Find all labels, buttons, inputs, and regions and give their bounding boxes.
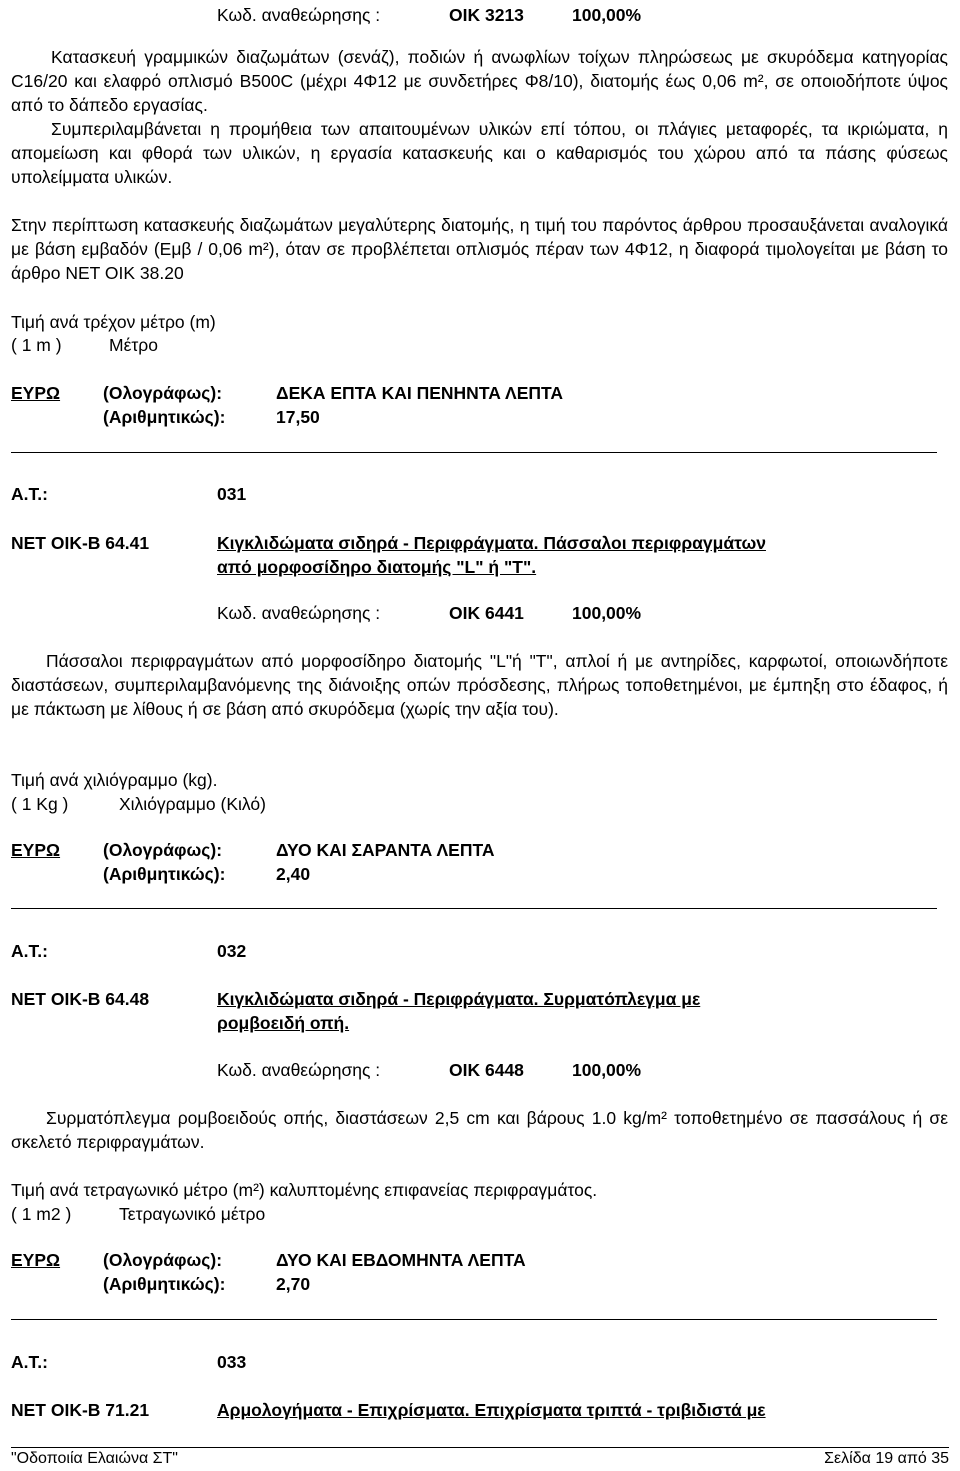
description-paragraph: Συρματόπλεγμα ρομβοειδούς οπής, διαστάσεων 2,5 cm και βάρους 1.0 kg/m² τοποθετημένο σε πασσάλους ή σε σκελετό περιφραγμάτων. bbox=[11, 1108, 948, 1152]
section-divider bbox=[11, 1319, 937, 1320]
article-number: 031 bbox=[217, 484, 247, 504]
unit-description: Τιμή ανά τρέχον μέτρο (m) bbox=[11, 312, 216, 332]
revision-code-label: Κωδ. αναθεώρησης : bbox=[217, 1060, 381, 1080]
revision-code: ΟΙΚ 6441 bbox=[449, 603, 524, 623]
description-paragraph: Συμπεριλαμβάνεται η προμήθεια των απαιτουμένων υλικών επί τόπου, οι πλάγιες μεταφορές, τα ικριώματα, η απομείωση και φθορά των υλικών, η εργασία κατασκευής και ο καθαρισμός του χώρου από τα πάσης φύσεως υπολείμματα υλικών. bbox=[11, 119, 948, 187]
section-divider bbox=[11, 452, 937, 453]
unit-description: Τιμή ανά χιλιόγραμμο (kg). bbox=[11, 770, 218, 790]
item-title-continued: από μορφοσίδηρο διατομής "L" ή "T". bbox=[217, 557, 537, 577]
article-number-label: Α.Τ.: bbox=[11, 941, 48, 961]
description-paragraph: Κατασκευή γραμμικών διαζωμάτων (σενάζ), ποδιών ή ανωφλίων τοίχων πληρώσεως με σκυρόδεμα κατηγορίας C16/20 και ελαφρό οπλισμό B500C (μέχρι 4Φ12 με συνδετήρες Φ8/10), διατομής έως 0,06 m², σε οποιοδήποτε ύψος από το δάπεδο εργασίας. bbox=[11, 47, 948, 115]
article-number-label: Α.Τ.: bbox=[11, 484, 48, 504]
net-code: ΝΕΤ ΟΙΚ-Β 64.48 bbox=[11, 989, 150, 1009]
article-number: 032 bbox=[217, 941, 247, 961]
currency-label: ΕΥΡΩ bbox=[11, 383, 61, 403]
unit-quantity: ( 1 m ) bbox=[11, 335, 62, 355]
unit-quantity: ( 1 m2 ) bbox=[11, 1204, 72, 1224]
revision-code-label: Κωδ. αναθεώρησης : bbox=[217, 603, 381, 623]
price-number: 2,70 bbox=[276, 1274, 311, 1294]
price-words: ΔΥΟ ΚΑΙ ΕΒΔΟΜΗΝΤΑ ΛΕΠΤΑ bbox=[276, 1250, 526, 1270]
section-divider bbox=[11, 908, 937, 909]
price-number-label: (Αριθμητικώς): bbox=[103, 407, 226, 427]
revision-percent: 100,00% bbox=[572, 603, 642, 623]
revision-code: ΟΙΚ 3213 bbox=[449, 5, 524, 25]
revision-percent: 100,00% bbox=[572, 1060, 642, 1080]
price-number-label: (Αριθμητικώς): bbox=[103, 864, 226, 884]
item-title-continued: ρομβοειδή οπή. bbox=[217, 1013, 350, 1033]
description-paragraph: Πάσσαλοι περιφραγμάτων από μορφοσίδηρο διατομής "L"ή "T", απλοί ή με αντηρίδες, καρφωτοί, οποιωνδήποτε διαστάσεων, συμπεριλαμβανόμενης της διάνοιξης οπών πρόσδεσης, πλήρως τοποθετημένοι, με έμπηξη στο έδαφος, ή με πάκτωση με λίθους ή σε βάση από σκυρόδεμα (χωρίς την αξία του). bbox=[11, 651, 948, 719]
unit-name: Χιλιόγραμμο (Κιλό) bbox=[119, 794, 266, 814]
article-number-label: Α.Τ.: bbox=[11, 1352, 48, 1372]
price-words: ΔΥΟ ΚΑΙ ΣΑΡΑΝΤΑ ΛΕΠΤΑ bbox=[276, 840, 495, 860]
unit-description: Τιμή ανά τετραγωνικό μέτρο (m²) καλυπτομένης επιφανείας περιφραγμάτος. bbox=[11, 1180, 598, 1200]
net-code: ΝΕΤ ΟΙΚ-Β 71.21 bbox=[11, 1400, 150, 1420]
net-code: ΝΕΤ ΟΙΚ-Β 64.41 bbox=[11, 533, 150, 553]
description-paragraph: Στην περίπτωση κατασκευής διαζωμάτων μεγαλύτερης διατομής, η τιμή του παρόντος άρθρου προσαυξάνεται αναλογικά με βάση εμβαδόν (Εμβ / 0,06 m²), όταν σε προβλέπεται οπλισμός πέραν των 4Φ12, η διαφορά τιμολογείται με βάση το άρθρο ΝΕΤ ΟΙΚ 38.20 bbox=[11, 215, 948, 283]
unit-quantity: ( 1 Kg ) bbox=[11, 794, 69, 814]
currency-label: ΕΥΡΩ bbox=[11, 1250, 61, 1270]
unit-name: Τετραγωνικό μέτρο bbox=[119, 1204, 266, 1224]
currency-label: ΕΥΡΩ bbox=[11, 840, 61, 860]
footer-project-name: "Οδοποιία Ελαιώνα ΣΤ" bbox=[11, 1450, 178, 1467]
item-title: Κιγκλιδώματα σιδηρά - Περιφράγματα. Συρματόπλεγμα με bbox=[217, 989, 701, 1009]
price-number-label: (Αριθμητικώς): bbox=[103, 1274, 226, 1294]
revision-percent: 100,00% bbox=[572, 5, 642, 25]
revision-code: ΟΙΚ 6448 bbox=[449, 1060, 524, 1080]
item-title: Κιγκλιδώματα σιδηρά - Περιφράγματα. Πάσσαλοι περιφραγμάτων bbox=[217, 533, 766, 553]
article-number: 033 bbox=[217, 1352, 247, 1372]
footer-page-number: Σελίδα 19 από 35 bbox=[824, 1450, 949, 1467]
unit-name: Μέτρο bbox=[109, 335, 158, 355]
price-words: ΔΕΚΑ ΕΠΤΑ ΚΑΙ ΠΕΝΗΝΤΑ ΛΕΠΤΑ bbox=[276, 383, 564, 403]
price-number: 17,50 bbox=[276, 407, 320, 427]
price-words-label: (Ολογράφως): bbox=[103, 840, 223, 860]
price-words-label: (Ολογράφως): bbox=[103, 1250, 223, 1270]
price-number: 2,40 bbox=[276, 864, 311, 884]
revision-code-label: Κωδ. αναθεώρησης : bbox=[217, 5, 381, 25]
price-words-label: (Ολογράφως): bbox=[103, 383, 223, 403]
item-title: Αρμολογήματα - Επιχρίσματα. Επιχρίσματα τριπτά - τριβιδιστά με bbox=[217, 1400, 766, 1420]
